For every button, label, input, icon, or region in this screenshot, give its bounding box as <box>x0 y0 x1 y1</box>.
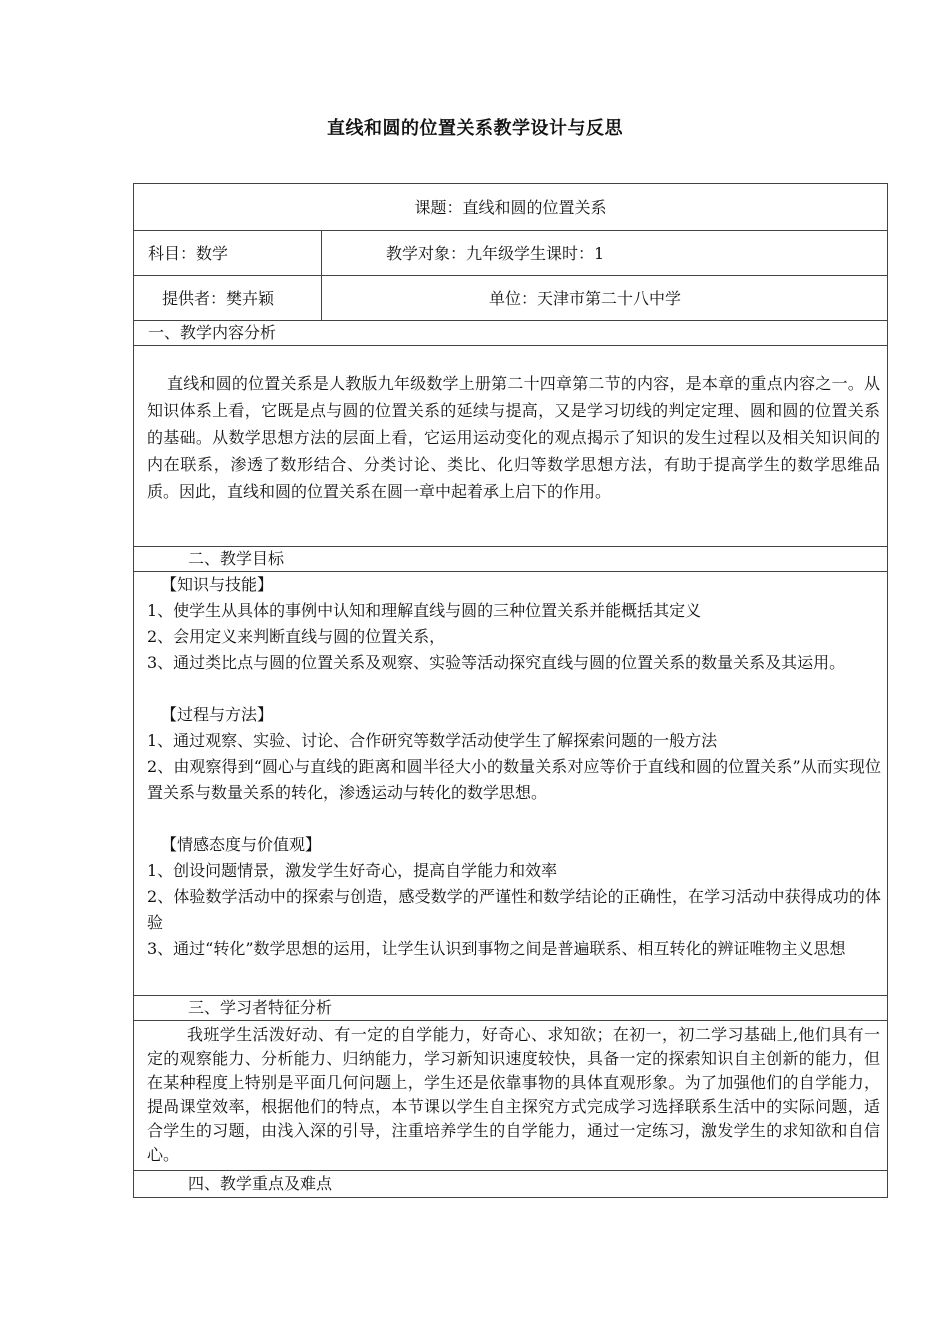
section1-text: 直线和圆的位置关系是人教版九年级数学上册第二十四章第二节的内容，是本章的重点内容之一。从知识体系上看，它既是点与圆的位置关系的延续与提高，又是学习切线的判定定理、圆和圆的位置关系的基础。从数学思想方法的层面上看，它运用运动变化的观点揭示了知识的发生过程以及相关知识间的内在联系，渗透了数形结合、分类讨论、类比、化归等数学思想方法，有助于提高学生的数学思维品质。因此，直线和圆的位置关系在圆一章中起着承上启下的作用。 <box>147 374 880 501</box>
emotion-item: 2、体验数学活动中的探索与创造，感受数学的严谨性和数学结论的正确性，在学习活动中获得成功的体验 <box>147 887 881 932</box>
section1-heading-row <box>133 320 888 346</box>
section1-heading: 一、教学内容分析 <box>148 323 277 342</box>
process-item: 2、由观察得到“圆心与直线的距离和圆半径大小的数量关系对应等价于直线和圆的位置关系”从而实现位置关系与数量关系的转化，渗透运动与转化的数学思想。 <box>147 757 881 802</box>
audience-label: 教学对象：九年级学生课时：1 <box>386 244 605 263</box>
unit-label: 单位：天津市第二十八中学 <box>489 289 682 308</box>
section1-body-box <box>133 345 888 547</box>
process-item: 1、通过观察、实验、讨论、合作研究等数学活动使学生了解探索问题的一般方法 <box>147 731 718 750</box>
process-methods-title: 【过程与方法】 <box>161 705 274 724</box>
subject-label: 科目：数学 <box>148 244 229 263</box>
teaching-goals <box>147 572 881 992</box>
provider-row <box>133 275 888 321</box>
section3-paragraph <box>147 1023 880 1167</box>
provider-label: 提供者：樊卉颖 <box>162 289 275 308</box>
knowledge-item: 1、使学生从具体的事例中认知和理解直线与圆的三种位置关系并能概括其定义 <box>147 601 702 620</box>
section1-paragraph <box>147 370 880 505</box>
column-divider <box>321 231 322 276</box>
knowledge-skills-title: 【知识与技能】 <box>161 575 274 594</box>
knowledge-item: 2、会用定义来判断直线与圆的位置关系， <box>147 627 446 646</box>
spacer <box>147 676 881 702</box>
emotion-values-title: 【情感态度与价值观】 <box>161 835 322 854</box>
section3-heading-row <box>133 995 888 1021</box>
section3-text: 我班学生活泼好动、有一定的自学能力，好奇心、求知欲；在初一，初二学习基础上,他们具有一定的观察能力、分析能力、归纳能力，学习新知识速度较快，具备一定的探索知识自主创新的能力，但在某种程度上特别是平面几何问题上，学生还是依靠事物的具体直观形象。为了加强他们的自学能力，提咼课堂效率，根据他们的特点，本节课以学生自主探究方式完成学习选择联系生活中的实际问题，适合学生的习题，由浅入深的引导，注重培养学生的自学能力，通过一定练习，激发学生的求知欲和自信心。 <box>147 1025 880 1164</box>
spacer <box>147 806 881 832</box>
document-title: 直线和圆的位置关系教学设计与反思 <box>327 118 623 139</box>
topic-label: 课题：直线和圆的位置关系 <box>414 198 607 217</box>
section2-heading-row <box>133 546 888 572</box>
knowledge-item: 3、通过类比点与圆的位置关系及观察、实验等活动探究直线与圆的位置关系的数量关系及其运用。 <box>147 653 846 672</box>
emotion-item: 3、通过“转化”数学思想的运用，让学生认识到事物之间是普遍联系、相互转化的辨证唯物主义思想 <box>147 939 846 958</box>
section3-body-box <box>133 1020 888 1171</box>
section3-heading: 三、学习者特征分析 <box>188 998 333 1017</box>
subject-row <box>133 230 888 276</box>
section2-heading: 二、教学目标 <box>188 549 285 568</box>
section4-heading-row <box>133 1170 888 1198</box>
emotion-item: 1、创设问题情景，激发学生好奇心，提高自学能力和效率 <box>147 861 558 880</box>
topic-row <box>133 183 888 231</box>
section4-heading: 四、教学重点及难点 <box>188 1174 333 1193</box>
column-divider <box>321 276 322 321</box>
